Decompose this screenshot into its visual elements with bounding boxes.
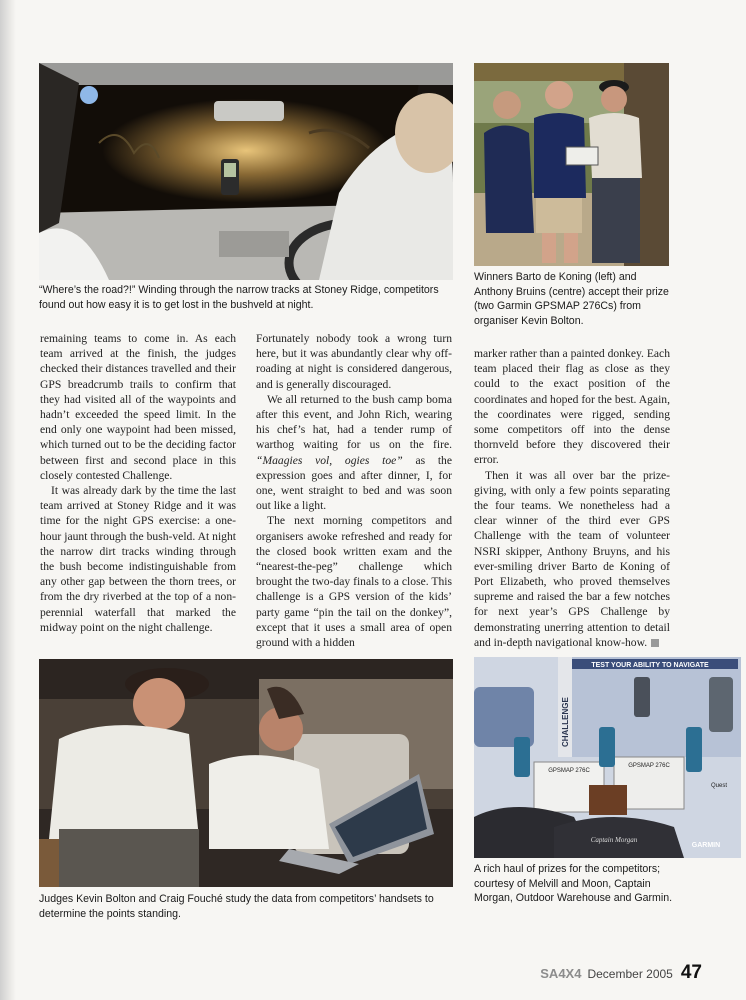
prizes-box-2-text: GPSMAP 276C bbox=[628, 763, 670, 769]
afrikaans-expression: “Maagies vol, ogies toe” bbox=[256, 453, 403, 467]
article-paragraph: The next morning competitors and organisers awoke refreshed and ready for the closed book written exam and the “nearest-the-peg” challenge which brought the two-day finals to a close. This challenge is a GPS version of the kids’ party game “pin the tail on the donkey”, except that it uses a small area of open ground with a hidden bbox=[256, 514, 452, 650]
judges-caption: Judges Kevin Bolton and Craig Fouché study the data from competitors’ handsets to determine the points standing. bbox=[39, 893, 434, 920]
article-paragraph bbox=[256, 392, 452, 514]
night-drive-caption-text: Winding through the narrow tracks at Stoney Ridge, competitors found out how easy it is to get lost in the bushveld at night. bbox=[39, 284, 439, 311]
article-paragraph: Fortunately nobody took a wrong turn here, but it was abundantly clear why off-roading at night is considered dangerous, and is generally discouraged. bbox=[256, 332, 452, 391]
judges-photo bbox=[39, 659, 453, 887]
night-drive-photo bbox=[39, 63, 453, 280]
page-number: 47 bbox=[680, 962, 702, 983]
prizes-challenge-text: CHALLENGE bbox=[561, 697, 570, 747]
article-paragraph: It was already dark by the time the last team arrived at Stoney Ridge and it was time for the night GPS exercise: a one-hour jaunt through the bush-veld. At night the narrow dirt tracks winding through the bush become indistinguishable from any other gap between the thorn trees, or from the dry riverbed at the top of a non-perennial waterfall that marked the midway point on the night challenge. bbox=[40, 484, 236, 634]
prizes-quest-text: Quest bbox=[710, 783, 728, 789]
winners-caption: Winners Barto de Koning (left) and Anthony Bruins (centre) accept their prize (two Garmin GPSMAP 276Cs) from organiser Kevin Bolton. bbox=[474, 271, 669, 327]
article-column-1 bbox=[40, 331, 236, 635]
paragraph-text: as the expression goes and after dinner, I, for one, went straight to bed and was soon out like a light. bbox=[256, 453, 452, 513]
article-paragraph: marker rather than a painted donkey. Each team placed their flag as close as they could to the exact position of the coordinates and hoped for the best. Again, the coordinates were rigged, sending some competitors off into the dense thornveld before they discovered their error. bbox=[474, 347, 670, 467]
article-column-2 bbox=[256, 331, 452, 650]
prizes-garmin-text: GARMIN bbox=[691, 842, 721, 849]
paragraph-text: Then it was all over bar the prize-giving, with only a few points separating the four teams. We nonetheless had a clear winner of the third ever GPS Challenge with the team of volunteer NSRI skipper, Anthony Bruyns, and his ever-smiling driver Barto de Koning of Port Elizabeth, who proved themselves supreme and raised the bar a few notches for next year’s GPS Challenge by demonstrating unerring attention to detail and in-depth navigational know-how. bbox=[474, 468, 670, 649]
prizes-photo bbox=[474, 657, 741, 858]
prizes-banner-text: TEST YOUR ABILITY TO NAVIGATE bbox=[591, 662, 709, 669]
prizes-caption: A rich haul of prizes for the competitors; courtesy of Melvill and Moon, Captain Morgan, Outdoor Warehouse and Garmin. bbox=[474, 863, 673, 905]
article-paragraph: remaining teams to come in. As each team arrived at the finish, the judges checked their distances travelled and their GPS breadcrumb trails to confirm that they had visited all of the waypoints and hadn’t exceeded the speed limit. In the end only one waypoint had been missed, which turned out to be the deciding factor between first and second place in this closely contested Challenge. bbox=[40, 332, 236, 482]
end-of-article-mark bbox=[651, 639, 659, 647]
night-drive-caption-title: “Where’s the road?!” bbox=[39, 284, 136, 296]
magazine-name: SA4X4 bbox=[540, 966, 582, 981]
page-binding-shadow bbox=[0, 0, 16, 1000]
winners-photo bbox=[474, 63, 669, 266]
prizes-cap-text: Captain Morgan bbox=[590, 836, 638, 844]
prizes-box-1-text: GPSMAP 276C bbox=[548, 768, 590, 774]
paragraph-text: We all returned to the bush camp boma after this event, and John Rich, wearing his chef’s hat, had a tender rump of warthog waiting for us on the fire. bbox=[256, 392, 452, 452]
page-footer bbox=[540, 962, 702, 984]
article-paragraph bbox=[474, 468, 670, 650]
night-drive-caption bbox=[39, 283, 457, 312]
article-column-3 bbox=[474, 346, 670, 650]
issue-date: December 2005 bbox=[587, 967, 673, 981]
